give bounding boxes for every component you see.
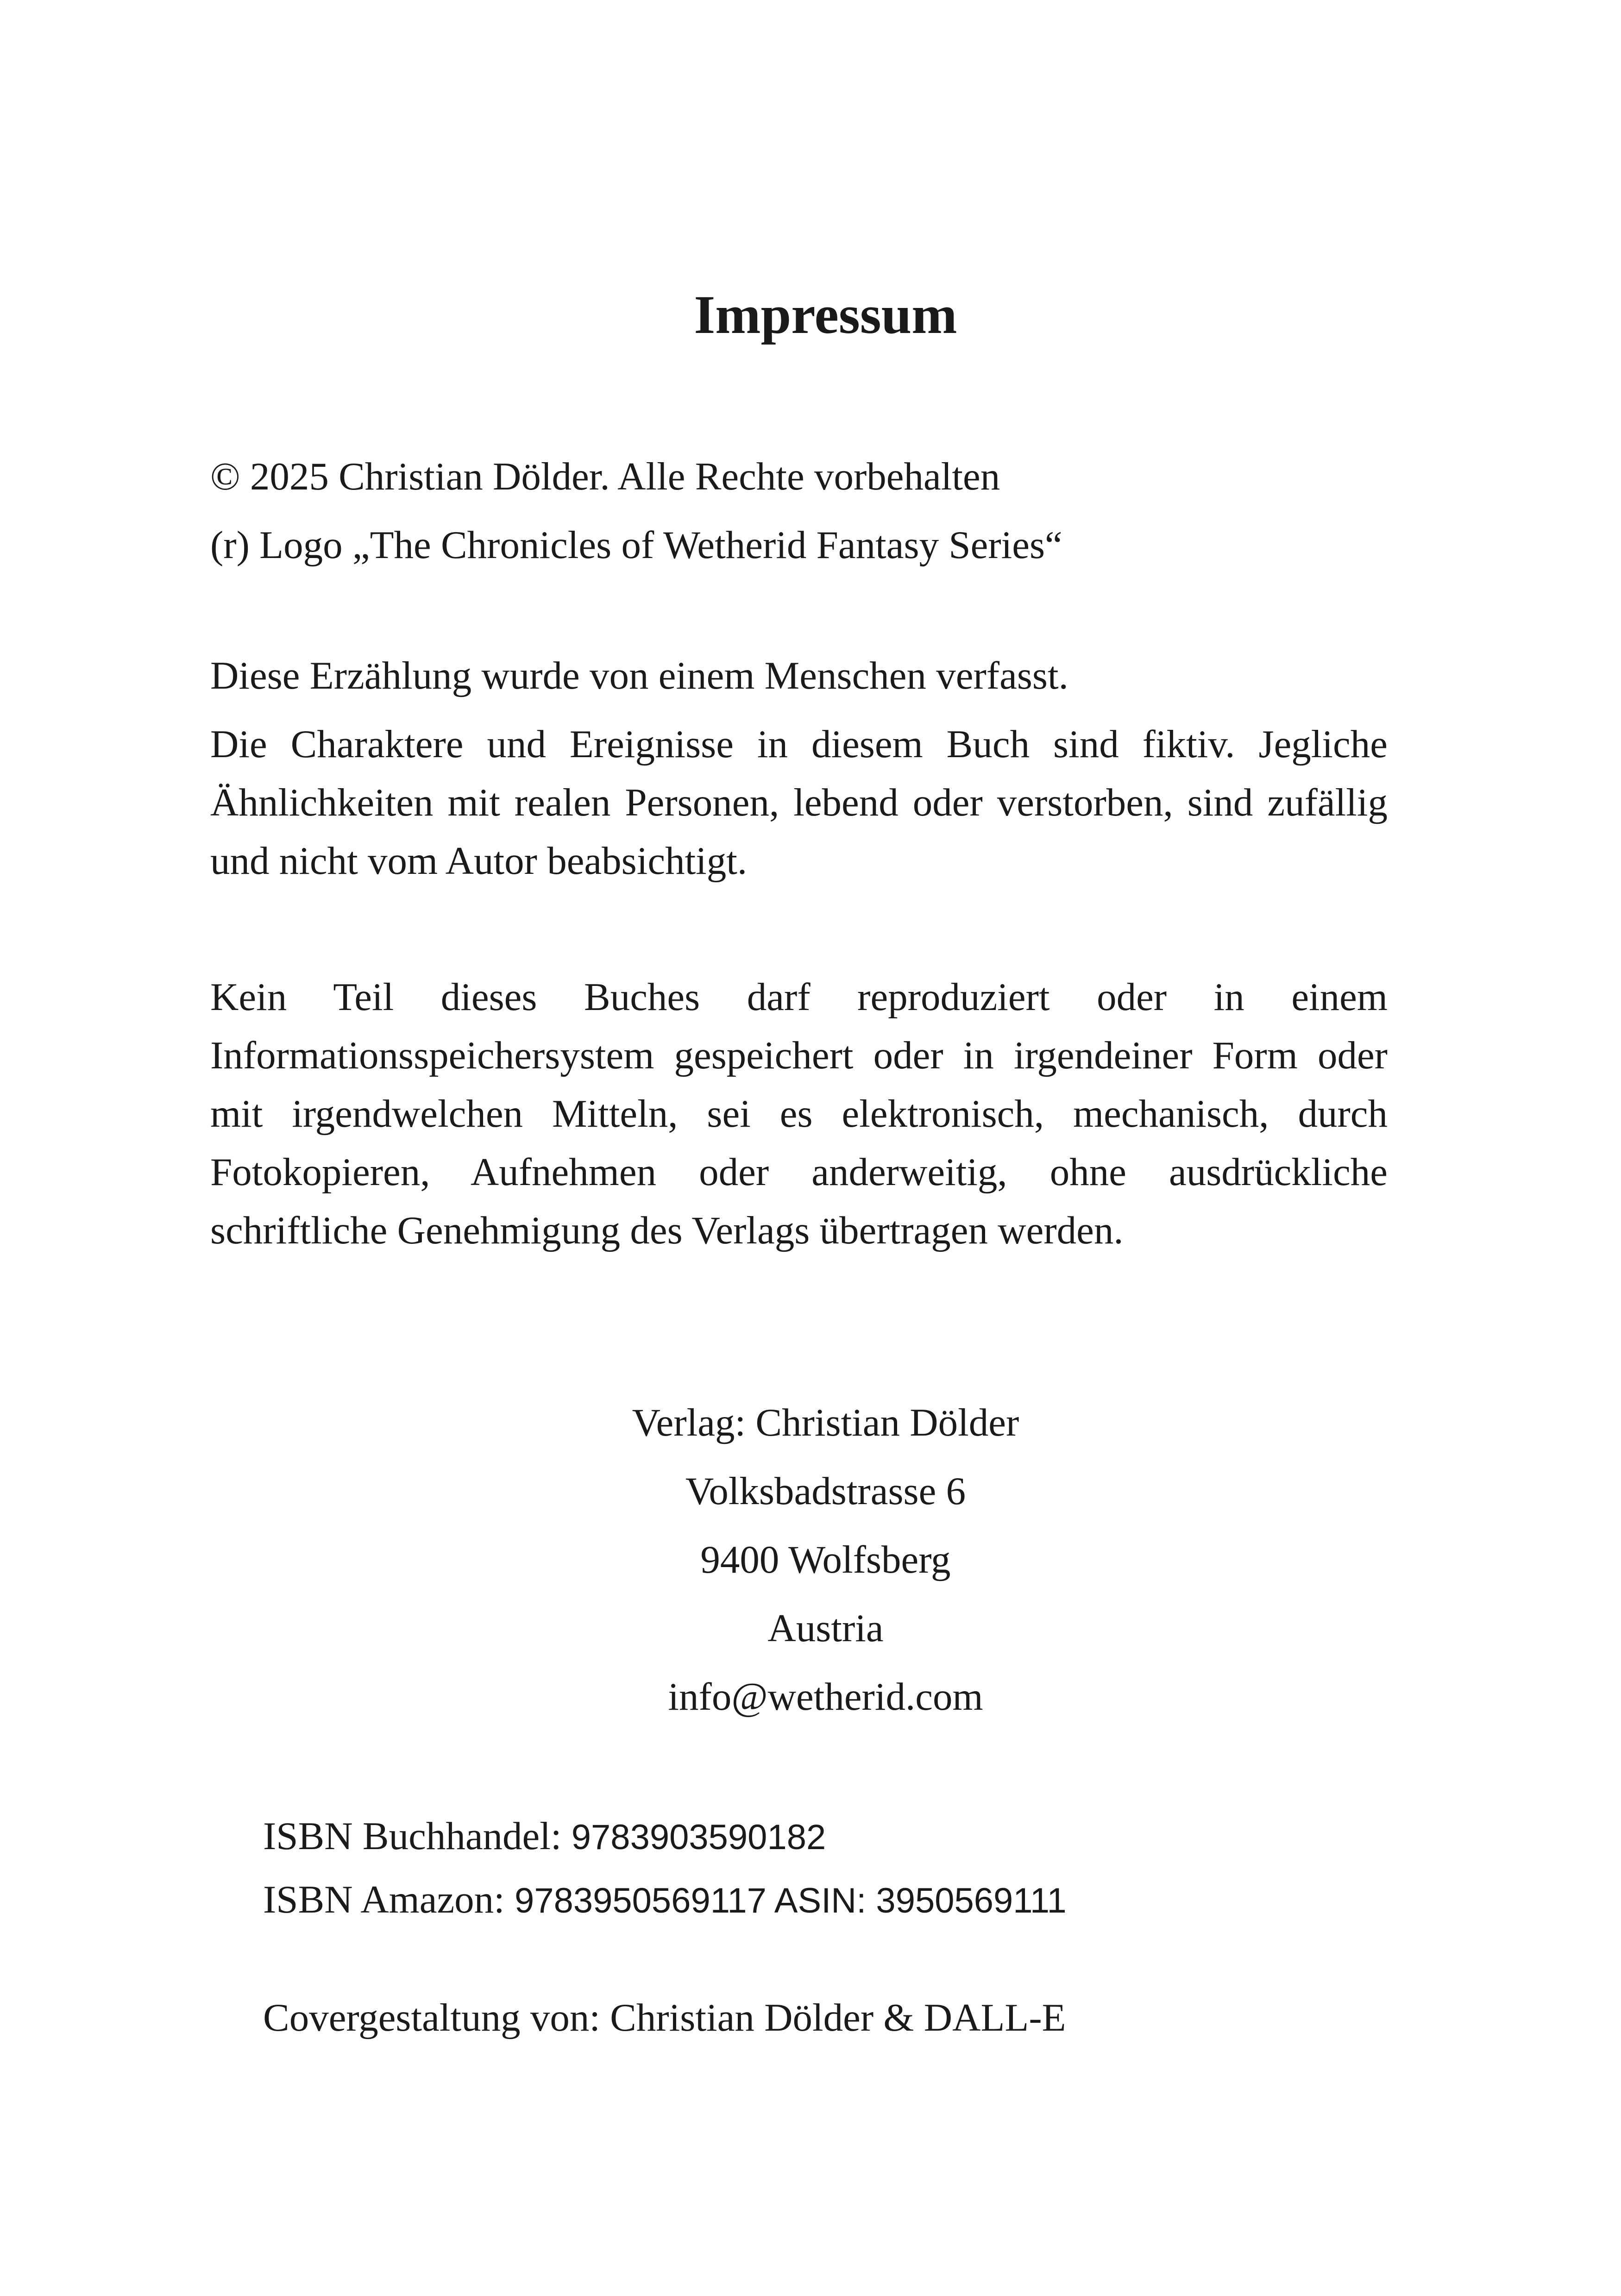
cover-credit: Covergestaltung von: Christian Dölder & DALL-E — [263, 1996, 1066, 2039]
publisher-address — [0, 1388, 1621, 1731]
publisher-city: 9400 Wolfsberg — [700, 1538, 951, 1581]
rights-paragraph: Kein Teil dieses Buches darf reproduziert oder in einem Informationsspeichersystem gespeichert oder in irgendeiner Form oder mit irgendwelchen Mitteln, sei es elektronisch, mechanisch, durch Fotokopieren, Aufnehmen oder anderweitig, ohne ausdrückliche schriftliche Genehmigung des Verlags übertragen werden. — [210, 975, 1388, 1252]
isbn-trade-row — [263, 1805, 1067, 1869]
rights-section — [210, 968, 1388, 1260]
isbn-amazon-label: ISBN Amazon: — [263, 1878, 515, 1921]
isbn-trade-label: ISBN Buchhandel: — [263, 1814, 572, 1858]
disclaimer-section — [210, 646, 1388, 890]
isbn-trade-value: 9783903590182 — [571, 1818, 826, 1857]
isbn-amazon-row — [263, 1869, 1067, 1932]
publisher-country: Austria — [767, 1606, 884, 1650]
page-title: Impressum — [694, 284, 957, 345]
publisher-name: Verlag: Christian Dölder — [632, 1401, 1019, 1444]
copyright-line: © 2025 Christian Dölder. Alle Rechte vorbehalten — [210, 455, 1000, 498]
human-authored-note: Diese Erzählung wurde von einem Menschen verfasst. — [210, 654, 1068, 697]
copyright-section — [210, 442, 1388, 579]
publisher-email: info@wetherid.com — [668, 1675, 983, 1719]
logo-trademark-line: (r) Logo „The Chronicles of Wetherid Fantasy Series“ — [210, 523, 1062, 567]
isbn-amazon-value: 9783950569117 ASIN: 3950569111 — [515, 1881, 1067, 1920]
publisher-street: Volksbadstrasse 6 — [685, 1469, 966, 1513]
fiction-disclaimer: Die Charaktere und Ereignisse in diesem Buch sind fiktiv. Jegliche Ähnlichkeiten mit realen Personen, lebend oder verstorben, sind zufällig und nicht vom Autor beabsichtigt. — [210, 722, 1388, 883]
isbn-section — [263, 1805, 1067, 1932]
